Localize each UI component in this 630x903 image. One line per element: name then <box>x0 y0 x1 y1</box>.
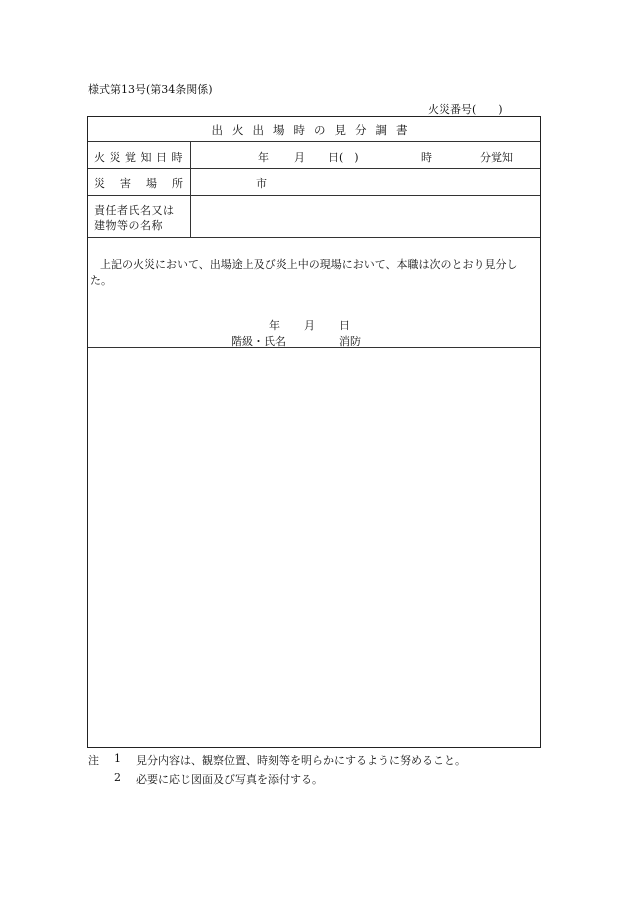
signature-month: 月 <box>304 319 315 332</box>
note-number: 1 <box>114 752 121 765</box>
responsible-label-line2: 建物等の名称 <box>94 219 163 232</box>
document-title: 出火出場時の見分調書 <box>211 123 417 137</box>
divider <box>88 141 540 142</box>
signature-department: 消防 <box>339 335 361 348</box>
fire-number-field: 火災番号( ) <box>428 103 503 116</box>
divider <box>88 195 540 196</box>
datetime-hour: 時 <box>421 151 432 164</box>
inspection-content-area <box>88 348 540 747</box>
inspection-record-form <box>87 116 541 748</box>
responsible-person-label <box>94 203 175 233</box>
notes-prefix: 注 <box>88 754 99 767</box>
signature-year: 年 <box>269 319 280 332</box>
note-number: 2 <box>114 771 121 784</box>
responsible-label-line1: 責任者氏名又は <box>94 204 175 217</box>
statement-text: 上記の火災において、出場途上及び炎上中の現場において、本職は次のとおり見分した。 <box>90 258 518 287</box>
signature-rank-name: 階級・氏名 <box>231 335 286 348</box>
datetime-day: 日( ) <box>328 151 359 164</box>
divider <box>88 237 540 238</box>
note-text: 必要に応じ図面及び写真を添付する。 <box>136 773 323 786</box>
location-city: 市 <box>256 177 267 190</box>
statement-paragraph <box>88 257 540 289</box>
signature-day: 日 <box>339 319 350 332</box>
fire-discovery-datetime-label: 火災覚知日時 <box>94 151 187 164</box>
disaster-location-label: 災害場所 <box>94 177 198 190</box>
datetime-year: 年 <box>258 151 269 164</box>
divider <box>88 168 540 169</box>
datetime-month: 月 <box>294 151 305 164</box>
datetime-minute: 分覚知 <box>480 151 513 164</box>
note-text: 見分内容は、観察位置、時刻等を明らかにするように努めること。 <box>136 754 466 767</box>
form-number: 様式第13号(第34条関係) <box>88 83 213 96</box>
